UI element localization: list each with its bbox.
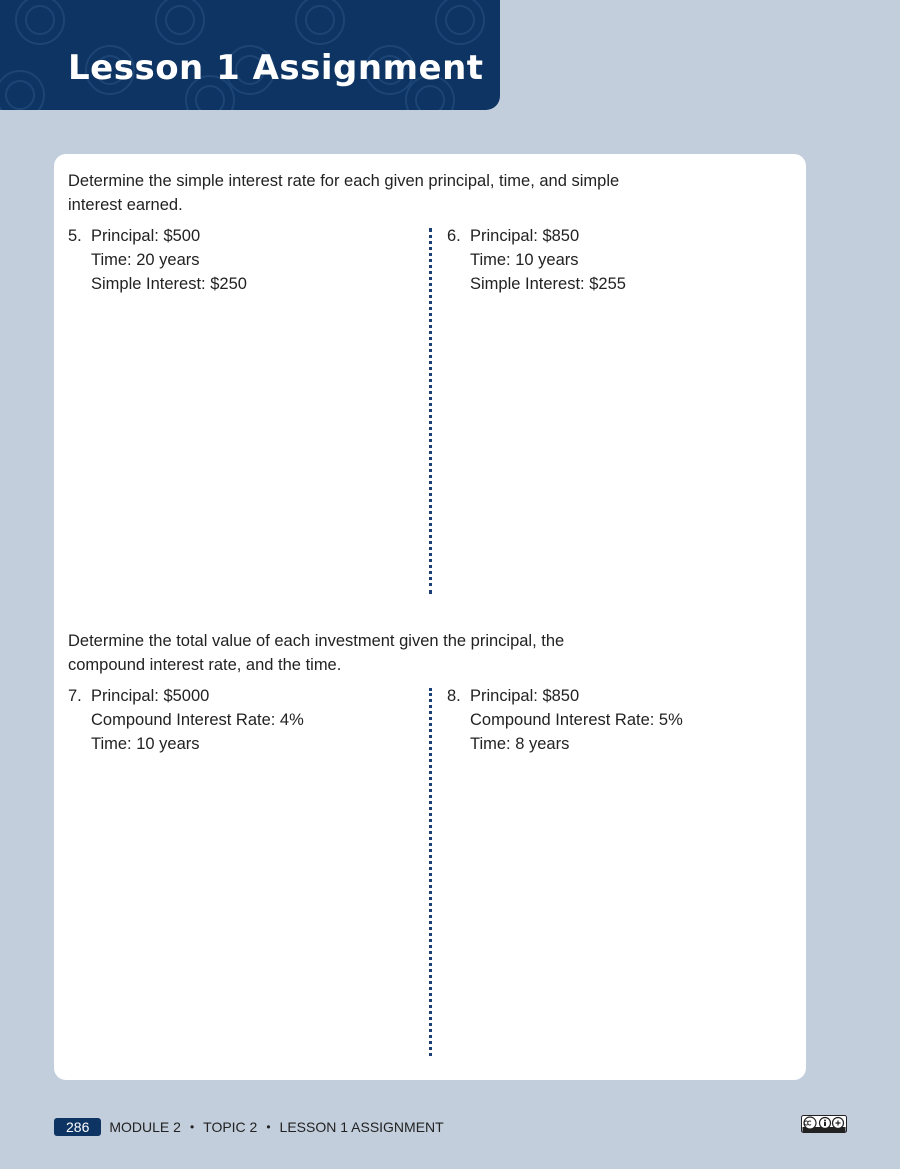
dotted-divider: [429, 688, 432, 1056]
page-footer: [54, 1117, 444, 1137]
problem-line: Principal: $850: [470, 227, 580, 245]
assignment-card: [54, 154, 806, 1080]
problem-line: Simple Interest: $255: [470, 275, 626, 293]
footer-module: MODULE 2: [109, 1119, 181, 1135]
section2-instruction: Determine the total value of each investment given the principal, the compound interest rate, and the time.: [68, 632, 565, 674]
problem-8: [447, 684, 683, 756]
dotted-divider: [429, 228, 432, 594]
problem-number: 6.: [447, 227, 461, 245]
problem-line: Compound Interest Rate: 4%: [91, 711, 304, 729]
footer-separator: •: [189, 1120, 195, 1134]
problem-line: Time: 10 years: [470, 251, 579, 269]
problem-line: Simple Interest: $250: [91, 275, 247, 293]
problem-number: 7.: [68, 687, 82, 705]
problem-number: 8.: [447, 687, 461, 705]
problem-line: Time: 10 years: [91, 735, 200, 753]
problem-line: Time: 20 years: [91, 251, 200, 269]
header-banner: [0, 0, 500, 110]
problem-line: Time: 8 years: [470, 735, 570, 753]
page-title: Lesson 1 Assignment: [68, 48, 484, 88]
footer-topic: TOPIC 2: [203, 1119, 258, 1135]
footer-separator: •: [266, 1120, 271, 1134]
problem-6: [447, 224, 626, 296]
problem-5: [68, 224, 247, 296]
problem-line: Principal: $500: [91, 227, 201, 245]
footer-lesson: LESSON 1 ASSIGNMENT: [279, 1119, 444, 1135]
problem-line: Principal: $850: [470, 687, 580, 705]
problem-number: 5.: [68, 227, 82, 245]
problem-line: Principal: $5000: [91, 687, 210, 705]
section1-instruction: Determine the simple interest rate for each given principal, time, and simple interest earned.: [68, 172, 620, 214]
problem-7: [68, 684, 304, 756]
page-number: 286: [54, 1118, 101, 1136]
problem-line: Compound Interest Rate: 5%: [470, 711, 683, 729]
creative-commons-icon: [801, 1115, 847, 1133]
